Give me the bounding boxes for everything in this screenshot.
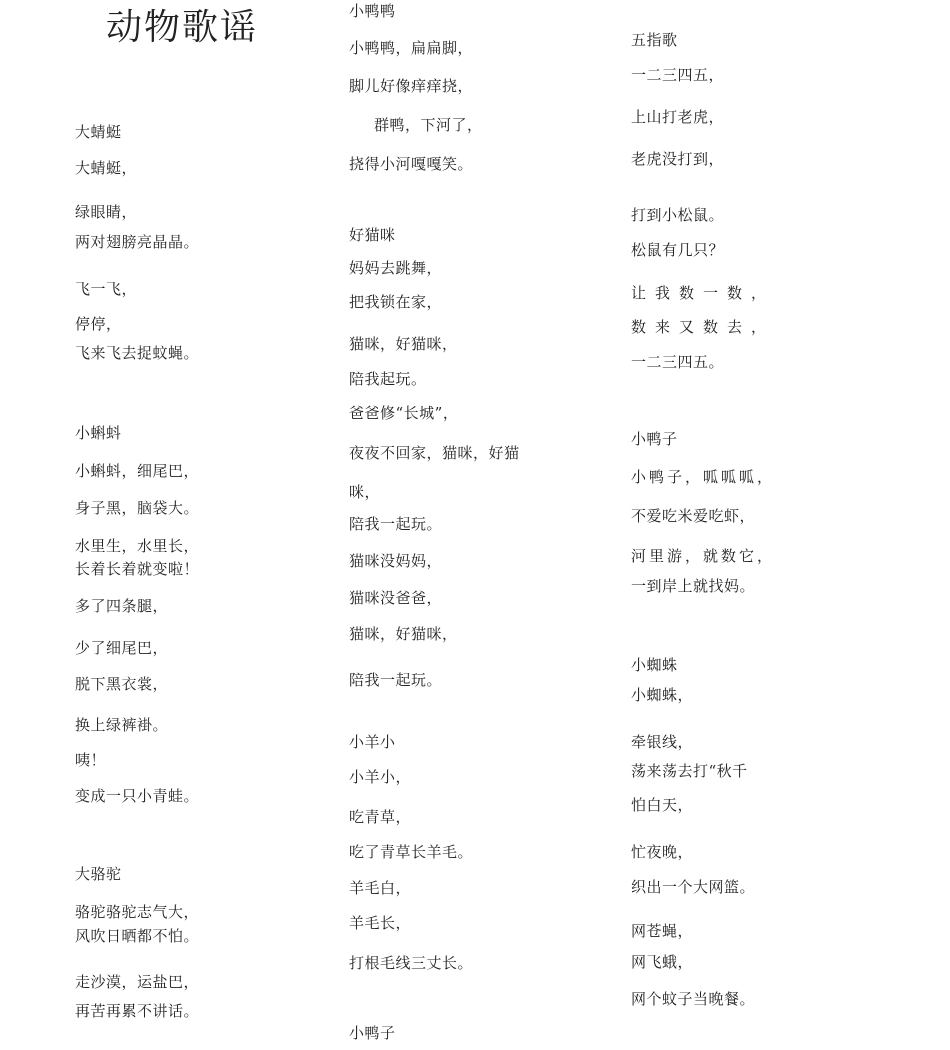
poem-line: 换上绿裤褂。: [75, 716, 169, 734]
poem-line: 脱下黑衣裳，: [75, 675, 169, 693]
poem-line: 脚儿好像痒痒挠，: [349, 77, 474, 95]
poem-line: 绿眼睛，: [75, 203, 138, 221]
poem-line: 小蝌蚪，细尾巴，: [75, 462, 200, 480]
poem-line: 织出一个大网篮。: [631, 878, 756, 896]
poem-title-duckling: 小鸭鸭: [349, 2, 396, 20]
poem-line: 妈妈去跳舞，: [349, 259, 443, 277]
page-title: 动物歌谣: [106, 7, 259, 48]
poem-line: 吃青草，: [349, 808, 412, 826]
poem-line: 两对翅膀亮晶晶。: [75, 233, 200, 251]
poem-line: 多了四条腿，: [75, 597, 169, 615]
poem-line: 猫咪，好猫咪，: [349, 335, 458, 353]
poem-line: 一到岸上就找妈。: [631, 577, 756, 595]
poem-line: 小鸭子，呱呱呱，: [631, 468, 776, 486]
poem-line: 少了细尾巴，: [75, 639, 169, 657]
poem-line: 网个蚊子当晚餐。: [631, 990, 756, 1008]
poem-line: 大蜻蜓，: [75, 159, 138, 177]
poem-line: 挠得小河嘎嘎笑。: [349, 155, 474, 173]
poem-line: 小鸭鸭，扁扁脚，: [349, 39, 474, 57]
poem-line: 飞来飞去捉蚊蝇。: [75, 344, 200, 362]
poem-line: 咦！: [75, 751, 107, 769]
poem-title-camel: 大骆驼: [75, 865, 122, 883]
poem-line: 河里游，就数它，: [631, 547, 776, 565]
poem-line: 走沙漠，运盐巴，: [75, 973, 200, 991]
poem-line: 小羊小，: [349, 768, 412, 786]
poem-line: 飞一飞，: [75, 280, 138, 298]
poem-title-fingers: 五指歌: [631, 31, 678, 49]
poem-line: 一二三四五，: [631, 66, 725, 84]
poem-line: 水里生，水里长，: [75, 537, 200, 555]
poem-title-dragonfly: 大蜻蜓: [75, 123, 122, 141]
poem-line: 打根毛线三丈长。: [349, 954, 474, 972]
poem-line: 让我数一数，: [631, 284, 776, 302]
poem-line: 老虎没打到，: [631, 150, 725, 168]
poem-line: 小蜘蛛，: [631, 686, 694, 704]
poem-line: 变成一只小青蛙。: [75, 787, 200, 805]
poem-line: 把我锁在家，: [349, 293, 443, 311]
poem-line: 风吹日晒都不怕。: [75, 927, 200, 945]
poem-line: 羊毛白，: [349, 879, 412, 897]
poem-line: 网飞蛾，: [631, 953, 694, 971]
poem-line: 陪我起玩。: [349, 370, 427, 388]
poem-line: 咪，: [349, 483, 381, 501]
poem-line: 上山打老虎，: [631, 108, 725, 126]
poem-line: 吃了青草长羊毛。: [349, 843, 474, 861]
poem-line: 长着长着就变啦！: [75, 560, 200, 578]
poem-line: 猫咪，好猫咪，: [349, 625, 458, 643]
poem-line: 怕白天，: [631, 796, 694, 814]
poem-title-duck: 小鸭子: [631, 430, 678, 448]
poem-line: 骆驼骆驼志气大，: [75, 903, 200, 921]
poem-line: 羊毛长，: [349, 914, 412, 932]
poem-line: 一二三四五。: [631, 353, 725, 371]
poem-line: 再苦再累不讲话。: [75, 1002, 200, 1020]
poem-line: 不爱吃米爱吃虾，: [631, 507, 756, 525]
poem-title-duck-2: 小鸭子: [349, 1024, 396, 1042]
poem-line: 陪我一起玩。: [349, 515, 443, 533]
poem-line: 陪我一起玩。: [349, 671, 443, 689]
poem-line: 荡来荡去打“秋千: [631, 762, 748, 780]
poem-line: 网苍蝇，: [631, 922, 694, 940]
poem-line: 身子黑，脑袋大。: [75, 499, 200, 517]
poem-title-kitty: 好猫咪: [349, 226, 396, 244]
poem-line: 群鸭，下河了，: [374, 116, 483, 134]
poem-line: 打到小松鼠。: [631, 206, 725, 224]
poem-line: 猫咪没妈妈，: [349, 552, 443, 570]
poem-line: 停停，: [75, 315, 122, 333]
poem-line: 夜夜不回家，猫咪，好猫: [349, 444, 520, 462]
poem-line: 猫咪没爸爸，: [349, 589, 443, 607]
poem-line: 牵银线，: [631, 733, 694, 751]
poem-line: 爸爸修“长城”，: [349, 404, 459, 422]
poem-line: 数来又数去，: [631, 318, 776, 336]
poem-line: 松鼠有几只？: [631, 241, 725, 259]
poem-title-tadpole: 小蝌蚪: [75, 424, 122, 442]
poem-line: 忙夜晚，: [631, 843, 694, 861]
poem-title-spider: 小蜘蛛: [631, 656, 678, 674]
poem-title-lamb: 小羊小: [349, 733, 396, 751]
